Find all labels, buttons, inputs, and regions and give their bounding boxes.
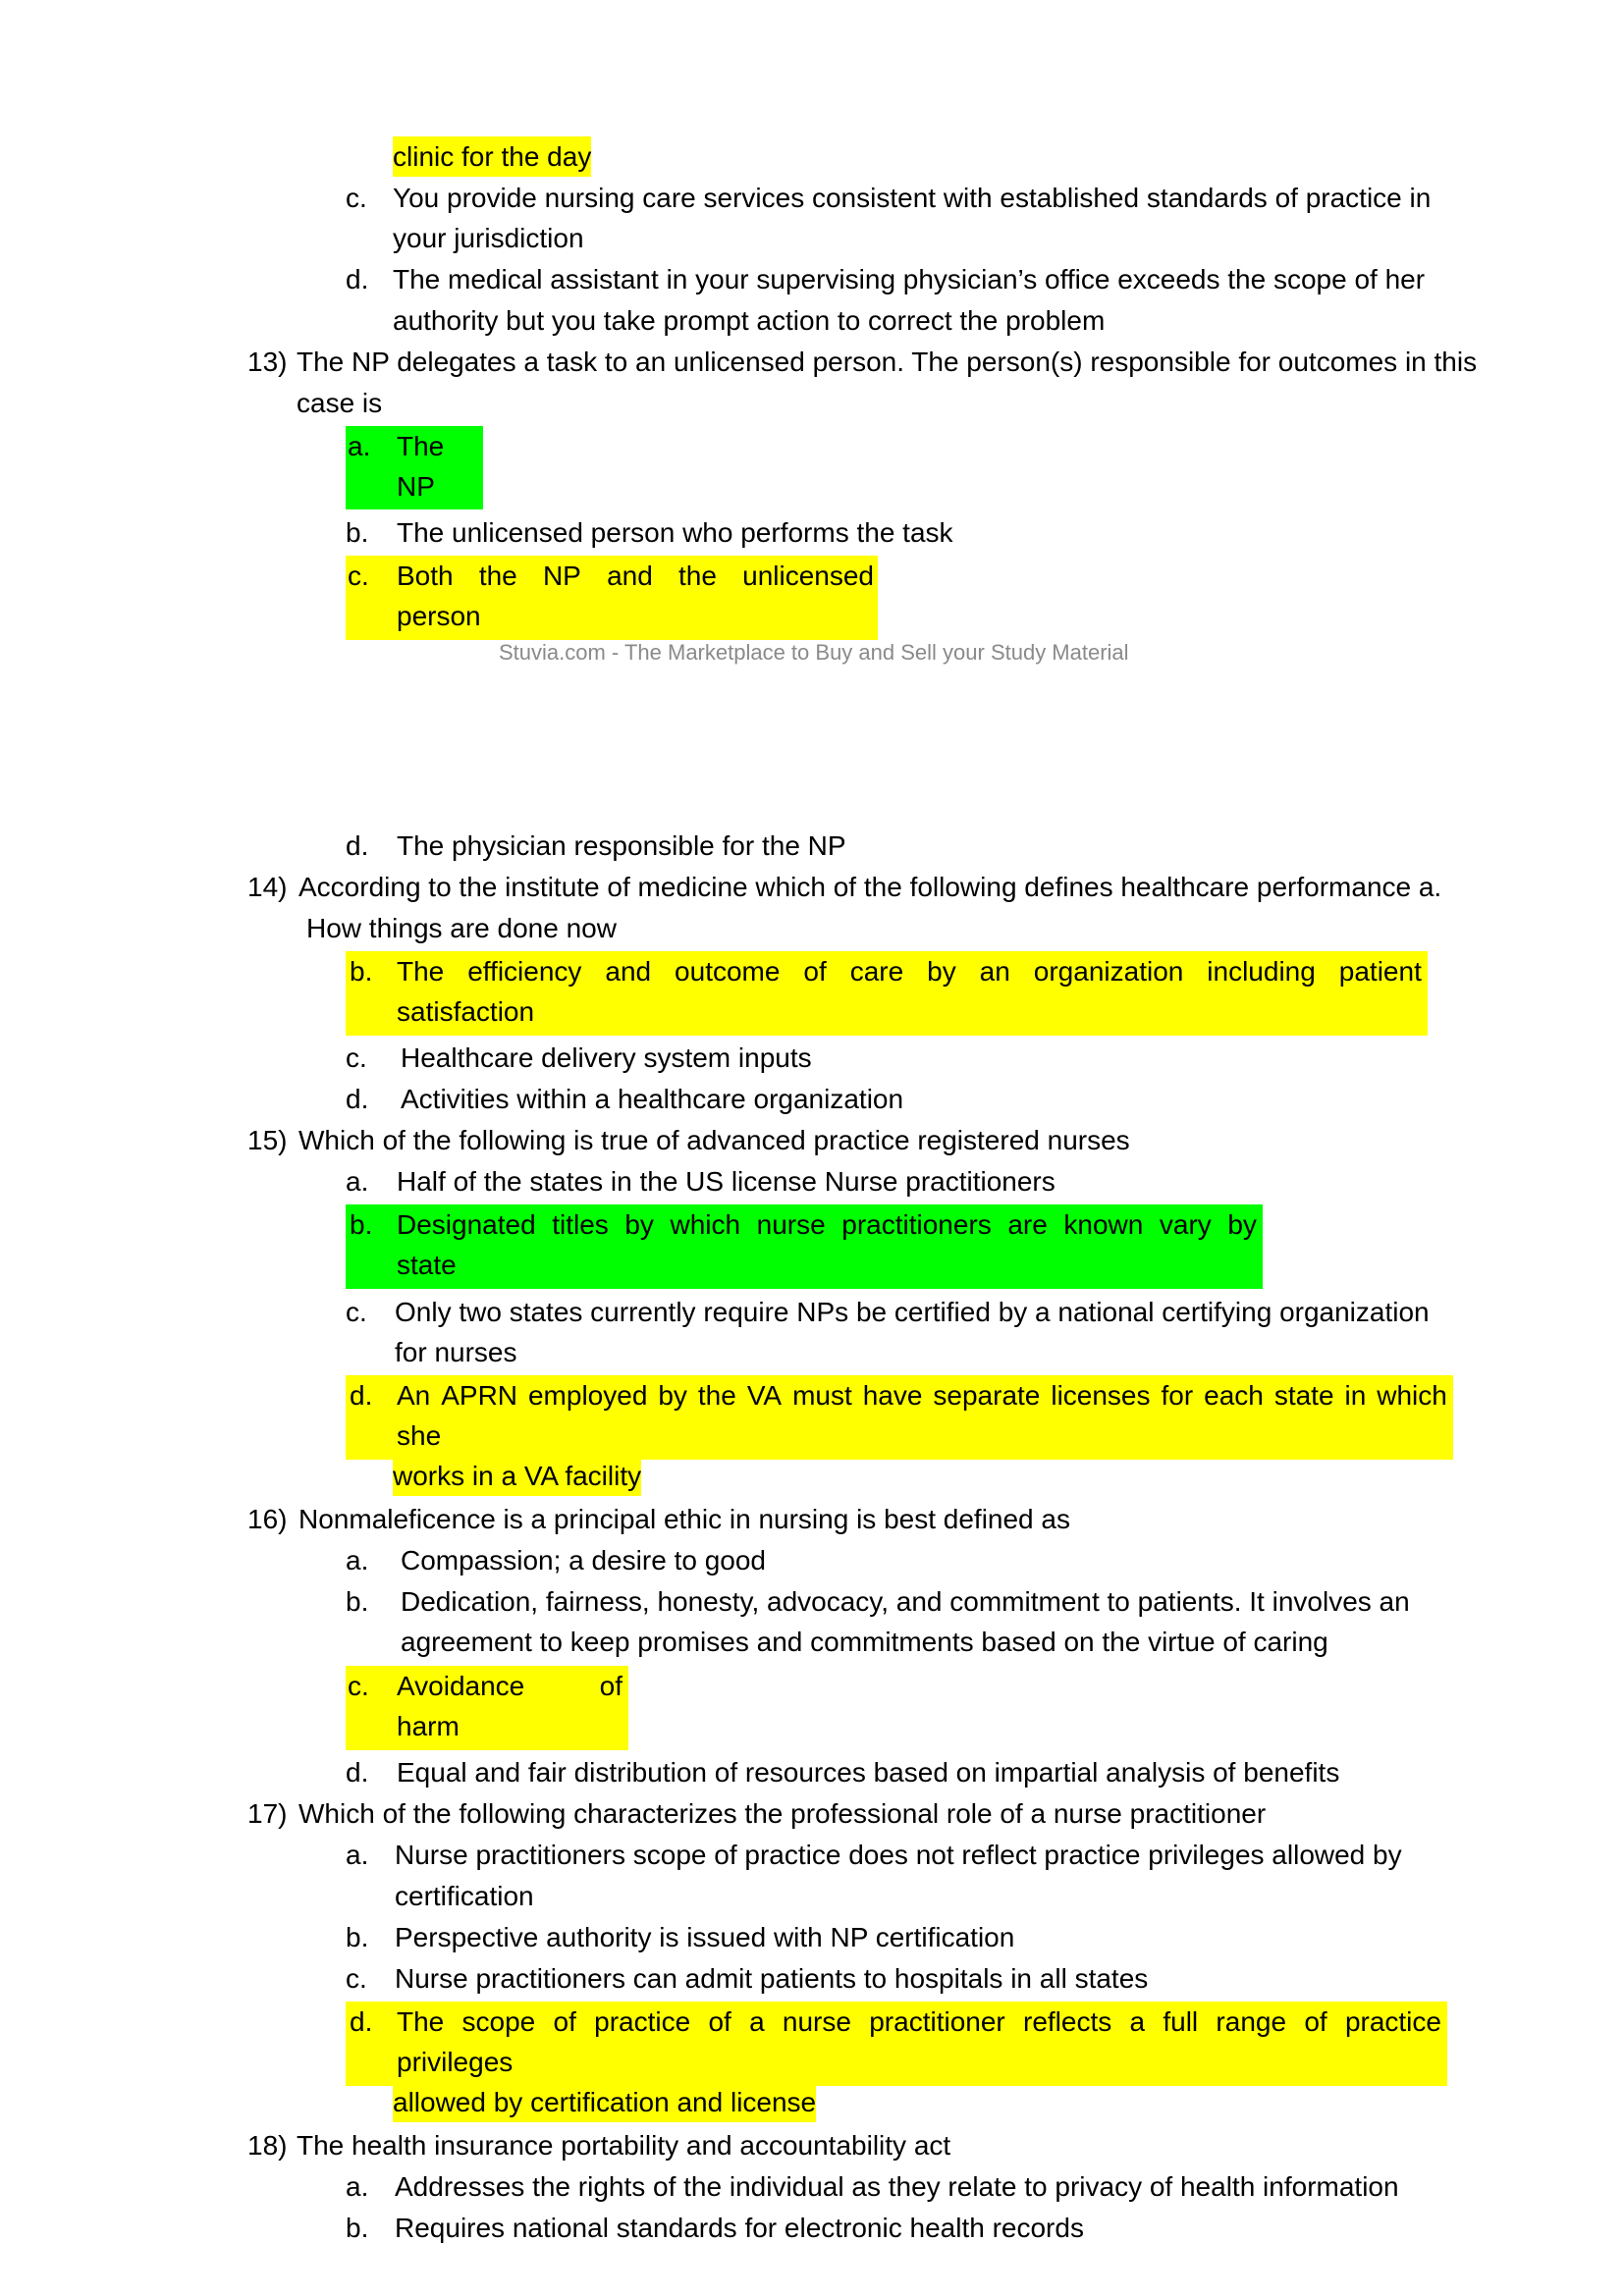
q15-d-word: employed: [527, 1380, 648, 1411]
q15-d-word: in: [1344, 1380, 1367, 1411]
q16-c-line1: [397, 1666, 623, 1706]
q14-b-line2: satisfaction: [397, 996, 535, 1027]
q18-a-label: a.: [346, 2171, 369, 2202]
q17-d-word: of: [553, 2006, 576, 2037]
q13-c-line2: person: [397, 601, 481, 631]
q17-d-line1: [397, 2002, 1441, 2042]
q15-number: 15): [247, 1125, 288, 1155]
q14-b-word: of: [803, 956, 827, 987]
q14-b-line1: [397, 951, 1422, 991]
q16-c-line2: harm: [397, 1711, 460, 1741]
q14-b-word: and: [605, 956, 652, 987]
q18-a-text: Addresses the rights of the individual as they relate to privacy of health information: [395, 2171, 1399, 2202]
q15-stem-line1: Which of the following is true of advanced practice registered nurses: [298, 1125, 1130, 1155]
q14-b-highlight: [346, 951, 1428, 1036]
q18-number: 18): [247, 2130, 288, 2161]
q17-d-word: a: [1129, 2006, 1146, 2037]
q15-b-word: practitioners: [841, 1209, 992, 1240]
q15-d-label: d.: [350, 1380, 373, 1411]
q14-b-word: organization: [1033, 956, 1184, 987]
q15-d-line1: [397, 1375, 1447, 1415]
q14-b-word: an: [979, 956, 1010, 987]
q12-c-label: c.: [346, 183, 367, 213]
q15-b-line2: state: [397, 1250, 457, 1280]
q14-c-label: c.: [346, 1042, 367, 1073]
q17-d-word: reflects: [1023, 2006, 1112, 2037]
q14-c-text: Healthcare delivery system inputs: [401, 1042, 812, 1073]
q14-stem-line2: How things are done now: [306, 913, 617, 943]
q16-number: 16): [247, 1504, 288, 1534]
q15-b-line1: [397, 1204, 1257, 1245]
q15-b-answer-highlight: [346, 1204, 1263, 1289]
q15-d-word: separate: [933, 1380, 1041, 1411]
q16-d-label: d.: [346, 1757, 369, 1788]
q14-stem-line1: According to the institute of medicine which of the following defines healthcare performance a.: [298, 872, 1442, 902]
q13-a-word2: NP: [397, 471, 435, 502]
q18-stem-line1: The health insurance portability and accountability act: [297, 2130, 951, 2161]
q16-b-line2: agreement to keep promises and commitments based on the virtue of caring: [401, 1627, 1328, 1657]
q15-d-word: each: [1204, 1380, 1264, 1411]
q16-b-line1: Dedication, fairness, honesty, advocacy, and commitment to patients. It involves an: [401, 1586, 1410, 1617]
q17-a-label: a.: [346, 1840, 369, 1870]
q14-b-word: The: [397, 956, 445, 987]
q13-d-text: The physician responsible for the NP: [397, 830, 846, 861]
q15-d-word: the: [697, 1380, 736, 1411]
q15-a-label: a.: [346, 1166, 369, 1197]
q13-c-label: c.: [348, 561, 369, 591]
q15-c-line1: Only two states currently require NPs be certified by a national certifying organization: [395, 1297, 1430, 1327]
q13-c-highlight: [346, 556, 878, 640]
q17-d-word: scope: [461, 2006, 536, 2037]
q17-d-word: full: [1163, 2006, 1199, 2037]
q13-number: 13): [247, 347, 288, 377]
q15-b-word: Designated: [397, 1209, 536, 1240]
q13-b-text: The unlicensed person who performs the task: [397, 517, 953, 548]
q15-d-word: VA: [746, 1380, 783, 1411]
q13-c-word: and: [607, 561, 653, 591]
q13-a-word1: The: [397, 431, 445, 461]
q15-b-word: vary: [1159, 1209, 1212, 1240]
q17-b-label: b.: [346, 1922, 369, 1952]
q17-stem-line1: Which of the following characterizes the professional role of a nurse practitioner: [298, 1798, 1267, 1829]
q16-d-text: Equal and fair distribution of resources based on impartial analysis of benefits: [397, 1757, 1340, 1788]
q14-b-word: care: [849, 956, 904, 987]
q17-d-line2: privileges: [397, 2047, 514, 2077]
q14-b-word: including: [1207, 956, 1316, 987]
q16-a-text: Compassion; a desire to good: [401, 1545, 766, 1575]
q15-d-word: APRN: [441, 1380, 518, 1411]
q17-d-word: of: [708, 2006, 731, 2037]
q17-d-line3: allowed by certification and license: [393, 2082, 816, 2122]
q16-b-label: b.: [346, 1586, 369, 1617]
q16-stem-line1: Nonmaleficence is a principal ethic in nursing is best defined as: [298, 1504, 1070, 1534]
q18-b-label: b.: [346, 2213, 369, 2243]
q17-number: 17): [247, 1798, 288, 1829]
q17-a-line1: Nurse practitioners scope of practice does not reflect practice privileges allowed by: [395, 1840, 1402, 1870]
q17-d-label: d.: [350, 2006, 373, 2037]
q15-d-word: by: [658, 1380, 687, 1411]
q16-c-word: Avoidance: [397, 1671, 525, 1701]
q15-b-word: by: [1227, 1209, 1257, 1240]
q13-c-word: NP: [542, 561, 581, 591]
q15-d-highlight: [346, 1375, 1453, 1460]
q13-b-label: b.: [346, 517, 369, 548]
q13-stem-line1: The NP delegates a task to an unlicensed person. The person(s) responsible for outcomes in this: [297, 347, 1478, 377]
q16-c-highlight: [346, 1666, 628, 1750]
stuvia-footer: Stuvia.com - The Marketplace to Buy and Sell your Study Material: [499, 640, 1129, 665]
q17-c-label: c.: [346, 1963, 367, 1994]
q13-c-word: the: [478, 561, 517, 591]
q15-d-line2: she: [397, 1420, 442, 1451]
q12-c-line1: You provide nursing care services consistent with established standards of practice in: [393, 183, 1432, 213]
q15-d-word: licenses: [1051, 1380, 1151, 1411]
q15-d-word: have: [862, 1380, 923, 1411]
q14-b-word: patient: [1338, 956, 1422, 987]
q15-b-word: titles: [552, 1209, 609, 1240]
q12-c-line2: your jurisdiction: [393, 223, 584, 253]
q13-c-word: Both: [397, 561, 454, 591]
q16-a-label: a.: [346, 1545, 369, 1575]
q12-d-line2: authority but you take prompt action to correct the problem: [393, 305, 1106, 336]
q15-d-word: must: [792, 1380, 852, 1411]
q13-d-label: d.: [346, 830, 369, 861]
q13-c-word: the: [677, 561, 717, 591]
q15-d-line3: works in a VA facility: [393, 1456, 641, 1496]
q14-d-label: d.: [346, 1084, 369, 1114]
q13-c-word: unlicensed: [742, 561, 874, 591]
q17-d-word: practice: [1344, 2006, 1441, 2037]
q15-b-word: by: [624, 1209, 654, 1240]
q14-b-word: by: [927, 956, 956, 987]
q17-d-word: a: [749, 2006, 765, 2037]
q14-b-word: outcome: [675, 956, 781, 987]
q13-stem-line2: case is: [297, 388, 383, 418]
q17-a-line2: certification: [395, 1881, 534, 1911]
q15-b-word: nurse: [756, 1209, 826, 1240]
q15-c-line2: for nurses: [395, 1337, 517, 1367]
q15-b-label: b.: [350, 1209, 373, 1240]
q17-d-word: practice: [594, 2006, 691, 2037]
q12-d-line1: The medical assistant in your supervising physician’s office exceeds the scope of her: [393, 264, 1426, 294]
q18-b-text: Requires national standards for electronic health records: [395, 2213, 1084, 2243]
q14-b-label: b.: [350, 956, 373, 987]
q12-b-continuation: clinic for the day: [393, 136, 591, 177]
q15-c-label: c.: [346, 1297, 367, 1327]
q15-d-word: An: [397, 1380, 431, 1411]
q15-d-word: for: [1161, 1380, 1194, 1411]
q15-b-word: known: [1063, 1209, 1144, 1240]
q17-d-word: of: [1304, 2006, 1327, 2037]
q15-b-word: which: [670, 1209, 741, 1240]
q14-d-text: Activities within a healthcare organization: [401, 1084, 904, 1114]
q16-c-label: c.: [348, 1671, 369, 1701]
q16-c-word: of: [599, 1671, 623, 1701]
q17-c-text: Nurse practitioners can admit patients to hospitals in all states: [395, 1963, 1149, 1994]
q17-b-text: Perspective authority is issued with NP certification: [395, 1922, 1015, 1952]
q15-d-word: state: [1273, 1380, 1334, 1411]
q17-d-word: nurse: [782, 2006, 851, 2037]
q15-b-word: are: [1007, 1209, 1048, 1240]
q17-d-word: practitioner: [869, 2006, 1005, 2037]
q13-c-line1: [397, 556, 874, 596]
q17-d-word: The: [397, 2006, 445, 2037]
q13-a-label: a.: [348, 431, 371, 461]
q15-a-text: Half of the states in the US license Nurse practitioners: [397, 1166, 1056, 1197]
q13-a-answer-highlight: [346, 426, 483, 509]
q14-b-word: efficiency: [467, 956, 582, 987]
q17-d-word: range: [1216, 2006, 1287, 2037]
q15-d-word: which: [1377, 1380, 1447, 1411]
q12-d-label: d.: [346, 264, 369, 294]
q17-d-highlight: [346, 2002, 1447, 2086]
q14-number: 14): [247, 872, 288, 902]
